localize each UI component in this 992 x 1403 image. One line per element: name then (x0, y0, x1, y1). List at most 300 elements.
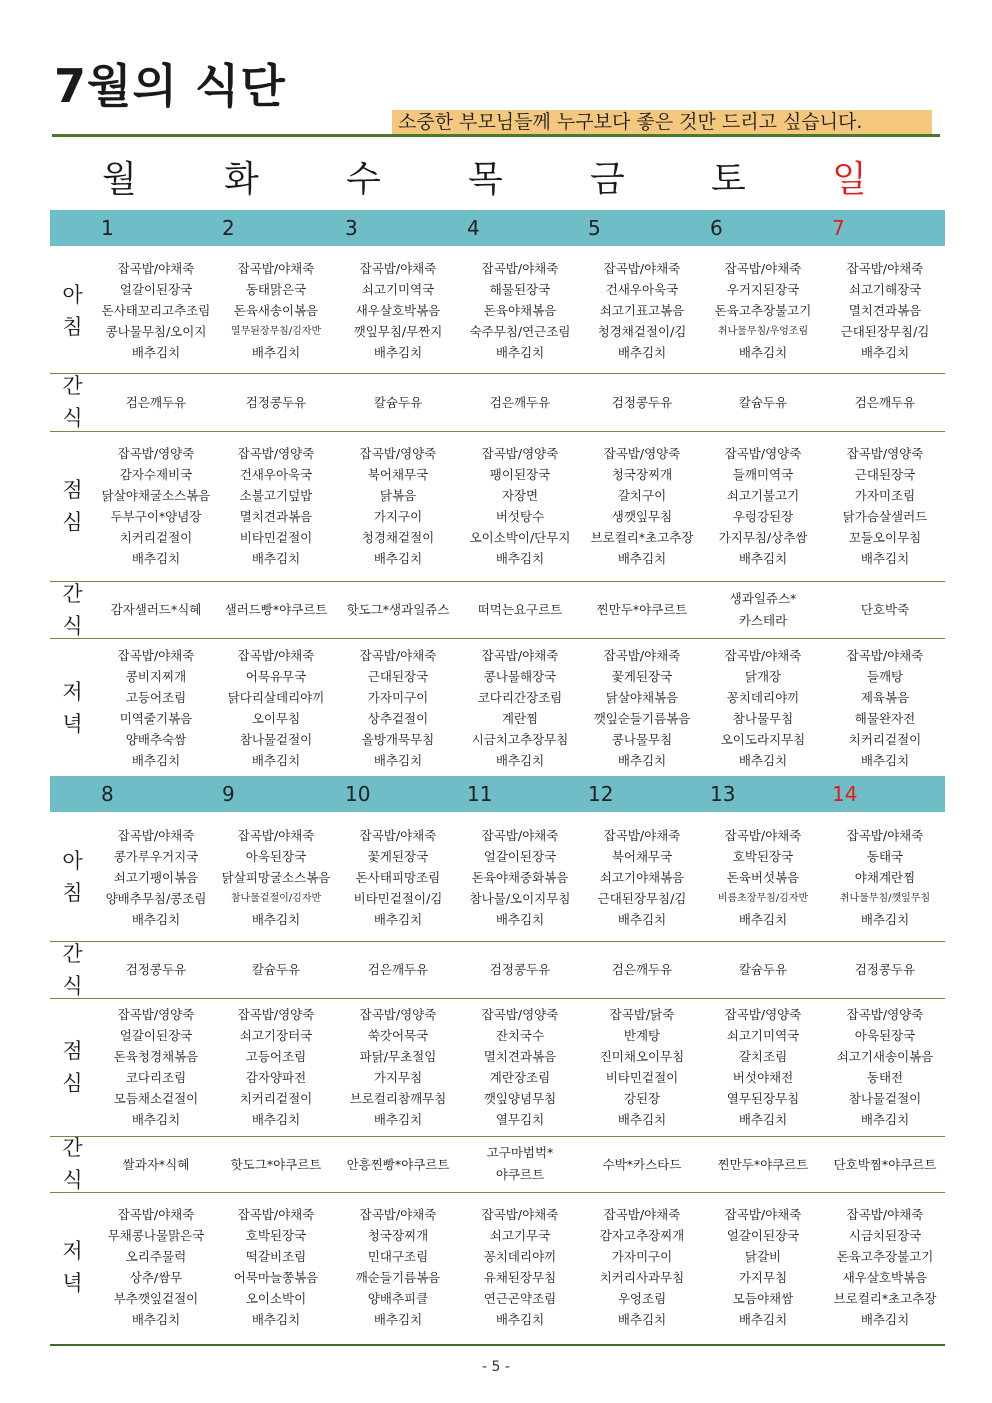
menu-item: 열무김치 (495, 1112, 545, 1127)
day-number: 8 (101, 782, 114, 806)
menu-item: 깻잎순들기름볶음 (593, 710, 691, 726)
menu-item: 잡곡밥/야채죽 (724, 827, 802, 843)
menu-item: 배추김치 (131, 1312, 181, 1327)
meal-row (50, 581, 945, 638)
menu-item: 배추김치 (495, 752, 545, 768)
menu-item: 양배추피클 (367, 1291, 429, 1306)
menu-item: 해물된장국 (489, 282, 551, 297)
meal-row (50, 431, 945, 581)
menu-cell (216, 638, 336, 777)
menu-item: 콩나물해장국 (483, 668, 557, 684)
meal-row (50, 998, 945, 1136)
menu-item: 배추김치 (860, 1312, 910, 1327)
menu-item: 파닭/무초절임 (359, 1049, 437, 1064)
menu-item: 브로컬리*초고추장 (590, 530, 694, 545)
menu-item: 잔치국수 (495, 1028, 545, 1043)
menu-item: 잡곡밥/영양죽 (603, 446, 681, 461)
menu-item: 꽁치데리야끼 (483, 1249, 557, 1264)
menu-item: 배추김치 (860, 911, 910, 927)
menu-cell (338, 1136, 458, 1192)
menu-item: 잡곡밥/야채죽 (359, 1207, 437, 1222)
menu-item: 찐만두*야쿠르트 (596, 602, 688, 617)
menu-item: 닭살야채볶음 (605, 689, 679, 705)
meal-label-char: 침 (62, 314, 83, 339)
menu-cell (703, 248, 823, 373)
menu-item: 잡곡밥/야채죽 (846, 647, 924, 663)
meal-row (50, 1192, 945, 1342)
menu-item: 계란찜 (501, 710, 539, 726)
menu-item: 들깨미역국 (732, 467, 794, 482)
menu-cell (582, 248, 702, 373)
menu-item: 고구마범벅* (486, 1145, 554, 1160)
menu-item: 잡곡밥/영양죽 (117, 446, 195, 461)
menu-item: 돈육고추장불고기 (836, 1249, 934, 1264)
menu-item: 양배추무침/콩조림 (105, 890, 207, 906)
menu-item: 멸치견과볶음 (483, 1049, 557, 1064)
meal-label-char: 식 (62, 406, 83, 430)
menu-item: 꼬들오이무침 (848, 530, 922, 545)
menu-item: 쇠고기미역국 (726, 1028, 800, 1043)
menu-item: 치커리겉절이 (239, 1091, 313, 1106)
menu-cell (96, 941, 216, 998)
menu-item: 배추김치 (738, 911, 788, 927)
menu-cell (582, 373, 702, 431)
menu-item: 배추김치 (617, 1112, 667, 1127)
menu-item: 배추김치 (131, 911, 181, 927)
meal-label-char: 침 (62, 881, 83, 905)
menu-item: 가자미구이 (367, 689, 429, 705)
menu-cell (825, 248, 945, 373)
menu-item: 배추김치 (860, 345, 910, 360)
menu-item: 닭볶음 (379, 488, 417, 503)
menu-cell (825, 1136, 945, 1192)
menu-item: 건새우아욱국 (605, 282, 679, 297)
menu-cell (825, 373, 945, 431)
meal-label-char: 간 (62, 941, 83, 966)
menu-item: 멸치견과볶음 (239, 509, 313, 524)
menu-cell (703, 1192, 823, 1342)
menu-item: 연근곤약조림 (483, 1291, 557, 1306)
menu-item: 잡곡밥/야채죽 (237, 827, 315, 843)
menu-item: 쇠고기해장국 (848, 282, 922, 297)
menu-item: 배추김치 (738, 1312, 788, 1327)
day-number: 4 (467, 216, 480, 240)
menu-item: 생과일쥬스* (729, 590, 797, 606)
menu-item: 해물완자전 (854, 710, 916, 726)
menu-item: 야쿠르트 (495, 1167, 545, 1182)
weekday-sun: 일 (832, 159, 867, 200)
day-number: 10 (345, 782, 371, 806)
menu-item: 미역줄기볶음 (119, 710, 193, 726)
menu-item: 북어채무국 (367, 467, 429, 482)
menu-item: 브로컬리*초고추장 (833, 1291, 937, 1306)
menu-item: 깨순들기름볶음 (355, 1270, 441, 1285)
meal-label-char: 녁 (62, 1271, 83, 1295)
menu-item: 잡곡밥/영양죽 (846, 1007, 924, 1022)
menu-item: 꽁치데리야끼 (726, 689, 800, 705)
menu-item: 배추김치 (495, 1312, 545, 1327)
menu-item: 근대된장무침/김 (597, 890, 687, 906)
weekday-sat: 토 (711, 159, 746, 200)
menu-item: 떠먹는요구르트 (477, 602, 563, 617)
menu-item: 모듬채소겉절이 (113, 1091, 199, 1106)
menu-item: 돈사태피망조림 (355, 869, 441, 885)
menu-item: 진미채오이무침 (599, 1049, 685, 1064)
menu-item: 청국장찌개 (611, 467, 673, 482)
menu-item: 잡곡밥/영양죽 (481, 1007, 559, 1022)
day-number: 6 (710, 216, 723, 240)
menu-item: 얼갈이된장국 (483, 848, 557, 864)
menu-item: 배추김치 (617, 1312, 667, 1327)
menu-item: 잡곡밥/야채죽 (237, 1207, 315, 1222)
menu-item: 단호박찜*야쿠르트 (833, 1156, 937, 1172)
menu-cell (703, 581, 823, 638)
menu-item: 배추김치 (738, 551, 788, 566)
menu-item: 콩나물무침 (611, 731, 673, 747)
menu-cell (96, 373, 216, 431)
menu-item: 잡곡밥/야채죽 (481, 261, 559, 276)
menu-item: 버섯탕수 (495, 509, 545, 524)
meal-row (50, 248, 945, 373)
menu-item: 칼슘두유 (738, 962, 788, 977)
menu-item: 돈육새송이볶음 (233, 303, 319, 318)
menu-item: 배추김치 (738, 752, 788, 768)
weekday-tue: 화 (224, 159, 259, 200)
menu-cell (338, 941, 458, 998)
weekday-header (52, 155, 945, 205)
weekday-thu: 목 (468, 159, 503, 200)
menu-item: 어묵유무국 (245, 668, 307, 684)
menu-item: 배추김치 (738, 1112, 788, 1127)
meal-label-char: 녁 (62, 711, 83, 736)
day-number: 11 (467, 782, 493, 806)
menu-item: 검정콩두유 (854, 962, 916, 977)
day-number: 2 (222, 216, 235, 240)
menu-item: 근대된장국 (367, 668, 429, 684)
menu-item: 닭가슴살샐러드 (842, 509, 928, 524)
menu-item: 배추김치 (131, 345, 181, 360)
day-number: 9 (222, 782, 235, 806)
menu-item: 배추김치 (495, 551, 545, 566)
menu-item: 돈육청경채볶음 (113, 1049, 199, 1064)
menu-item: 무채콩나물맑은국 (107, 1228, 205, 1243)
menu-item: 잡곡밥/야채죽 (603, 1207, 681, 1222)
menu-item: 근대된장무침/김 (840, 324, 930, 339)
menu-cell (460, 1136, 580, 1192)
menu-item: 배추김치 (251, 911, 301, 927)
menu-item: 오이무침 (251, 710, 301, 726)
menu-item: 잡곡밥/야채죽 (117, 647, 195, 663)
menu-item: 잡곡밥/야채죽 (359, 827, 437, 843)
menu-item: 청경채겉절이/김 (597, 324, 687, 339)
day-number: 12 (588, 782, 614, 806)
menu-cell (460, 581, 580, 638)
menu-item: 숙주무침/연근조림 (469, 324, 571, 339)
menu-item: 새우살호박볶음 (355, 303, 441, 318)
menu-cell (96, 581, 216, 638)
menu-item: 배추김치 (373, 911, 423, 927)
menu-item: 닭다리살데리야끼 (227, 689, 325, 705)
menu-item: 배추김치 (495, 911, 545, 927)
menu-item: 새우살호박볶음 (842, 1270, 928, 1285)
menu-cell (216, 1192, 336, 1342)
menu-cell (825, 813, 945, 941)
menu-cell (216, 373, 336, 431)
subtitle-banner: 소중한 부모님들께 누구보다 좋은 것만 드리고 싶습니다. (392, 110, 932, 134)
meal-row (50, 373, 945, 431)
menu-cell (216, 813, 336, 941)
menu-cell (582, 998, 702, 1136)
menu-item: 돈육야채중화볶음 (471, 869, 569, 885)
menu-item: 쇠고기불고기 (726, 488, 800, 503)
menu-item: 쇠고기미역국 (361, 282, 435, 297)
menu-item: 배추김치 (373, 1112, 423, 1127)
menu-item: 잡곡밥/영양죽 (237, 1007, 315, 1022)
meal-row (50, 941, 945, 998)
meal-row (50, 813, 945, 941)
meal-label (50, 638, 95, 777)
menu-item: 계란장조림 (489, 1070, 551, 1085)
menu-item: 안흥찐빵*야쿠르트 (346, 1156, 450, 1172)
menu-cell (460, 941, 580, 998)
menu-item: 잡곡밥/야채죽 (603, 261, 681, 276)
menu-item: 올방개묵무침 (361, 731, 435, 747)
menu-item: 가지무침/상추쌈 (718, 530, 808, 545)
menu-cell (825, 998, 945, 1136)
menu-item: 얼갈이된장국 (119, 282, 193, 297)
menu-cell (96, 638, 216, 777)
menu-cell (338, 431, 458, 581)
menu-cell (582, 638, 702, 777)
menu-item: 쇠고기새송이볶음 (836, 1049, 934, 1064)
menu-cell (582, 1192, 702, 1342)
menu-cell (703, 998, 823, 1136)
menu-item: 검은깨두유 (489, 394, 551, 410)
day-number: 5 (588, 216, 601, 240)
meal-label (50, 248, 95, 373)
menu-cell (96, 431, 216, 581)
meal-label-char: 식 (62, 1168, 83, 1192)
menu-item: 돈육버섯볶음 (726, 869, 800, 885)
menu-item: 검은깨두유 (125, 394, 187, 410)
menu-item: 카스테라 (738, 612, 788, 628)
day-number: 3 (345, 216, 358, 240)
menu-item: 샐러드빵*야쿠르트 (224, 602, 328, 617)
menu-cell (582, 431, 702, 581)
menu-item: 쇠고기팽이볶음 (113, 869, 199, 885)
menu-item: 검정콩두유 (245, 394, 307, 410)
menu-item: 비름초장무침/김자반 (717, 892, 809, 904)
menu-item: 꽃게된장국 (611, 668, 673, 684)
menu-item: 참나물겉절이 (848, 1091, 922, 1106)
day-number: 7 (832, 216, 845, 240)
menu-item: 오이도라지무침 (720, 731, 806, 747)
menu-item: 콩가루우거지국 (113, 848, 199, 864)
menu-item: 두부구이*양념장 (110, 509, 202, 524)
menu-item: 쇠고기표고볶음 (599, 303, 685, 318)
meal-label (50, 581, 95, 638)
menu-item: 칼슘두유 (373, 394, 423, 410)
menu-item: 북어채무국 (611, 848, 673, 864)
meal-row (50, 638, 945, 777)
menu-item: 잡곡밥/야채죽 (237, 647, 315, 663)
menu-item: 가자미구이 (611, 1249, 673, 1264)
menu-item: 배추김치 (251, 752, 301, 768)
menu-item: 야채계란찜 (854, 869, 916, 885)
menu-item: 닭개장 (744, 668, 782, 684)
meal-label-char: 간 (62, 374, 83, 398)
menu-item: 어묵마늘쫑볶음 (233, 1270, 319, 1285)
menu-item: 잡곡밥/영양죽 (237, 446, 315, 461)
meal-label-char: 아 (62, 282, 83, 307)
menu-item: 잡곡밥/영양죽 (481, 446, 559, 461)
menu-item: 쇠고기장터국 (239, 1028, 313, 1043)
menu-cell (703, 638, 823, 777)
menu-item: 참나물겉절이 (239, 731, 313, 747)
menu-item: 잡곡밥/야채죽 (846, 1207, 924, 1222)
menu-item: 가지무침 (373, 1070, 423, 1085)
meal-label (50, 373, 95, 431)
menu-item: 잡곡밥/야채죽 (481, 827, 559, 843)
menu-item: 잡곡밥/영양죽 (359, 446, 437, 461)
menu-item: 참나물/오이지무침 (469, 890, 571, 906)
menu-item: 감자샐러드*식혜 (110, 602, 202, 617)
menu-cell (825, 581, 945, 638)
menu-cell (703, 431, 823, 581)
menu-cell (96, 1136, 216, 1192)
menu-cell (460, 998, 580, 1136)
menu-cell (460, 813, 580, 941)
weekday-fri: 금 (590, 159, 625, 200)
menu-cell (460, 431, 580, 581)
menu-item: 팽이된장국 (489, 467, 551, 482)
menu-item: 배추김치 (251, 345, 301, 360)
meal-label-char: 저 (62, 1239, 83, 1263)
menu-item: 참나물무침 (732, 710, 794, 726)
menu-cell (96, 998, 216, 1136)
menu-item: 감자고추장찌개 (599, 1228, 685, 1243)
menu-item: 치커리겉절이 (119, 530, 193, 545)
bottom-divider (50, 1344, 945, 1346)
menu-item: 비타민겉절이 (605, 1070, 679, 1085)
menu-item: 호박된장국 (245, 1228, 307, 1243)
menu-cell (825, 1192, 945, 1342)
menu-item: 동태국 (866, 848, 904, 864)
menu-item: 배추김치 (860, 551, 910, 566)
menu-item: 돈사태꼬리고추조림 (101, 303, 211, 318)
menu-cell (216, 998, 336, 1136)
menu-item: 감자수제비국 (119, 467, 193, 482)
menu-item: 배추김치 (131, 551, 181, 566)
menu-item: 닭살야채굴소스볶음 (101, 488, 211, 503)
meal-row (50, 1136, 945, 1192)
menu-item: 떡갈비조림 (245, 1249, 307, 1264)
menu-cell (338, 1192, 458, 1342)
meal-label (50, 1136, 95, 1192)
menu-cell (825, 638, 945, 777)
menu-item: 쇠고기무국 (489, 1228, 551, 1243)
menu-item: 잡곡밥/야채죽 (359, 647, 437, 663)
menu-cell (460, 638, 580, 777)
menu-item: 잡곡밥/야채죽 (481, 647, 559, 663)
menu-item: 검정콩두유 (611, 394, 673, 410)
menu-item: 비타민겉절이 (239, 530, 313, 545)
menu-cell (216, 1136, 336, 1192)
menu-cell (825, 431, 945, 581)
page-number: - 5 - (482, 1359, 510, 1375)
menu-item: 잡곡밥/야채죽 (117, 1207, 195, 1222)
menu-item: 오이소박이 (245, 1291, 307, 1306)
menu-item: 가지구이 (373, 509, 423, 524)
menu-cell (703, 1136, 823, 1192)
menu-item: 칼슘두유 (738, 394, 788, 410)
menu-item: 취나물무침/우엉조림 (717, 326, 809, 337)
menu-item: 상추/쌈무 (129, 1270, 183, 1285)
menu-item: 배추김치 (251, 1112, 301, 1127)
menu-item: 동태맑은국 (245, 282, 307, 297)
menu-item: 배추김치 (373, 551, 423, 566)
menu-item: 건새우아욱국 (239, 467, 313, 482)
menu-item: 고등어조림 (125, 689, 187, 705)
menu-item: 돈육야채볶음 (483, 303, 557, 318)
menu-cell (338, 638, 458, 777)
page-title: 7월의 식단 (54, 59, 286, 113)
menu-item: 아욱된장국 (854, 1028, 916, 1043)
menu-item: 유채된장무침 (483, 1270, 557, 1285)
menu-item: 근대된장국 (854, 467, 916, 482)
menu-item: 소불고기덮밥 (239, 488, 313, 503)
menu-item: 쑥갓어묵국 (367, 1028, 429, 1043)
menu-item: 단호박죽 (860, 602, 910, 617)
menu-cell (96, 1192, 216, 1342)
menu-item: 잡곡밥/야채죽 (724, 647, 802, 663)
menu-item: 잡곡밥/영양죽 (846, 446, 924, 461)
menu-item: 배추김치 (251, 1312, 301, 1327)
menu-cell (582, 1136, 702, 1192)
menu-item: 잡곡밥/야채죽 (724, 261, 802, 276)
menu-item: 잡곡밥/야채죽 (603, 647, 681, 663)
menu-item: 수박*카스타드 (602, 1156, 682, 1172)
menu-cell (216, 431, 336, 581)
week-day-band (50, 210, 945, 246)
menu-item: 핫도그*야쿠르트 (230, 1156, 322, 1172)
menu-item: 배추김치 (617, 911, 667, 927)
menu-item: 검정콩두유 (125, 962, 187, 977)
menu-item: 감자양파전 (245, 1070, 307, 1085)
menu-item: 오리주물럭 (125, 1249, 187, 1264)
menu-item: 강된장 (623, 1091, 661, 1106)
menu-item: 브로컬리참깨무침 (349, 1091, 447, 1106)
menu-item: 검정콩두유 (489, 962, 551, 977)
menu-cell (216, 581, 336, 638)
menu-item: 찐만두*야쿠르트 (717, 1156, 809, 1172)
menu-cell (582, 941, 702, 998)
menu-item: 잡곡밥/야채죽 (846, 827, 924, 843)
menu-cell (460, 1192, 580, 1342)
menu-item: 민대구조림 (367, 1249, 429, 1264)
meal-label-char: 저 (62, 679, 83, 704)
menu-item: 배추김치 (495, 345, 545, 360)
menu-item: 잡곡밥/야채죽 (117, 261, 195, 276)
menu-item: 코다리간장조림 (477, 689, 563, 705)
menu-item: 배추김치 (373, 1312, 423, 1327)
menu-item: 상추겉절이 (367, 710, 429, 726)
menu-item: 쇠고기야채볶음 (599, 869, 685, 885)
menu-item: 치커리겉절이 (848, 731, 922, 747)
meal-label-char: 식 (62, 613, 83, 638)
menu-item: 우렁강된장 (732, 509, 794, 524)
menu-item: 배추김치 (373, 345, 423, 360)
